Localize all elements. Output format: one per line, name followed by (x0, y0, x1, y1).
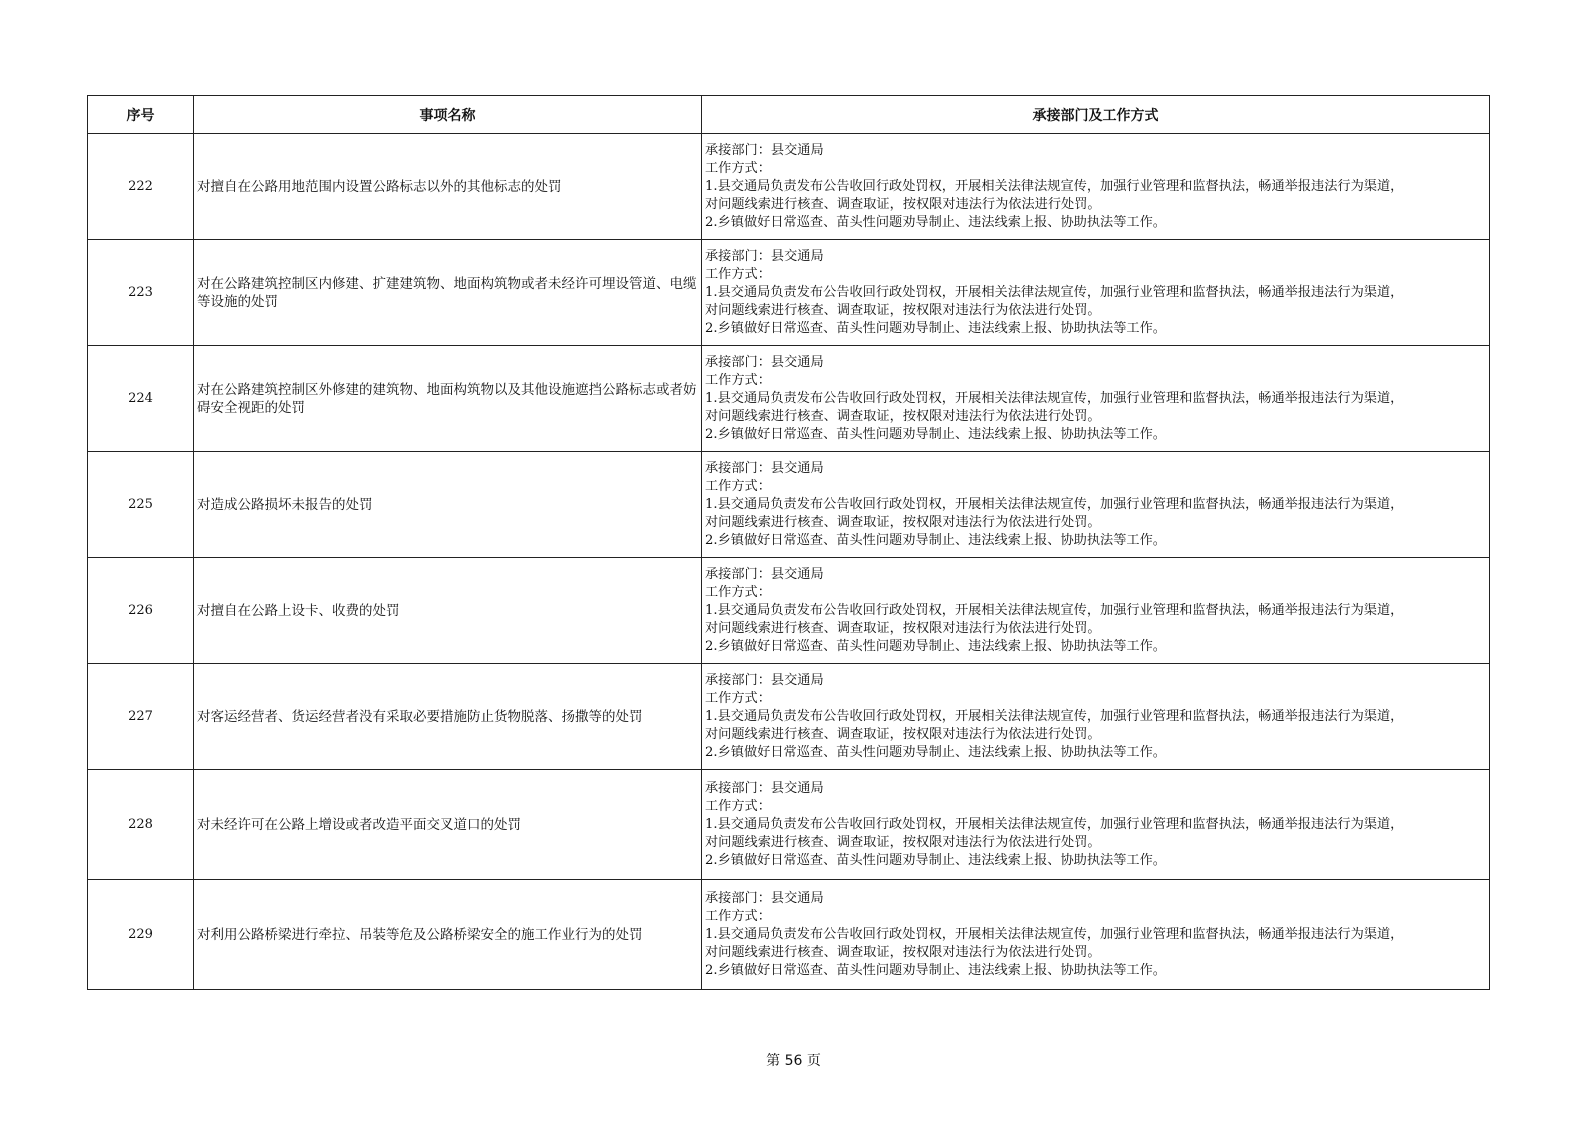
method-line: 2.乡镇做好日常巡查、苗头性问题劝导制止、违法线索上报、协助执法等工作。 (705, 426, 1166, 442)
header-item-name: 事项名称 (194, 96, 702, 134)
table-row (88, 134, 1490, 240)
row-serial-number: 227 (88, 664, 194, 770)
row-item-name: 对未经许可在公路上增设或者改造平面交叉道口的处罚 (194, 770, 702, 880)
method-line: 对问题线索进行核查、调查取证，按权限对违法行为依法进行处罚。 (705, 944, 1101, 960)
row-serial-number: 226 (88, 558, 194, 664)
method-line: 对问题线索进行核查、调查取证，按权限对违法行为依法进行处罚。 (705, 196, 1101, 212)
method-line: 工作方式： (705, 372, 771, 388)
method-line: 1.县交通局负责发布公告收回行政处罚权，开展相关法律法规宣传，加强行业管理和监督执法，畅通举报违法行为渠道， (705, 284, 1404, 300)
table-row (88, 558, 1490, 664)
row-item-name: 对客运经营者、货运经营者没有采取必要措施防止货物脱落、扬撒等的处罚 (194, 664, 702, 770)
method-line: 1.县交通局负责发布公告收回行政处罚权，开展相关法律法规宣传，加强行业管理和监督执法，畅通举报违法行为渠道， (705, 816, 1404, 832)
table-row (88, 346, 1490, 452)
method-line: 1.县交通局负责发布公告收回行政处罚权，开展相关法律法规宣传，加强行业管理和监督执法，畅通举报违法行为渠道， (705, 926, 1404, 942)
method-line: 对问题线索进行核查、调查取证，按权限对违法行为依法进行处罚。 (705, 514, 1101, 530)
method-line: 承接部门：县交通局 (705, 566, 824, 582)
method-line: 2.乡镇做好日常巡查、苗头性问题劝导制止、违法线索上报、协助执法等工作。 (705, 852, 1166, 868)
page-number: 第 56 页 (766, 1053, 821, 1069)
method-line: 工作方式： (705, 798, 771, 814)
method-line: 2.乡镇做好日常巡查、苗头性问题劝导制止、违法线索上报、协助执法等工作。 (705, 638, 1166, 654)
table-row (88, 240, 1490, 346)
row-department-method (702, 558, 1490, 664)
method-line: 1.县交通局负责发布公告收回行政处罚权，开展相关法律法规宣传，加强行业管理和监督执法，畅通举报违法行为渠道， (705, 496, 1404, 512)
method-line: 承接部门：县交通局 (705, 890, 824, 906)
row-item-name: 对利用公路桥梁进行牵拉、吊装等危及公路桥梁安全的施工作业行为的处罚 (194, 880, 702, 990)
row-item-name: 对在公路建筑控制区内修建、扩建建筑物、地面构筑物或者未经许可埋设管道、电缆等设施的处罚 (194, 240, 702, 346)
table-row (88, 452, 1490, 558)
method-line: 承接部门：县交通局 (705, 672, 824, 688)
method-line: 对问题线索进行核查、调查取证，按权限对违法行为依法进行处罚。 (705, 302, 1101, 318)
document-table (87, 95, 1490, 990)
method-line: 对问题线索进行核查、调查取证，按权限对违法行为依法进行处罚。 (705, 408, 1101, 424)
row-department-method (702, 240, 1490, 346)
method-line: 承接部门：县交通局 (705, 354, 824, 370)
row-serial-number: 229 (88, 880, 194, 990)
method-line: 工作方式： (705, 160, 771, 176)
table-row (88, 664, 1490, 770)
table-row (88, 770, 1490, 880)
header-department-method: 承接部门及工作方式 (702, 96, 1490, 134)
row-item-name: 对擅自在公路用地范围内设置公路标志以外的其他标志的处罚 (194, 134, 702, 240)
row-department-method (702, 664, 1490, 770)
header-serial-number: 序号 (88, 96, 194, 134)
row-department-method (702, 346, 1490, 452)
table-row (88, 880, 1490, 990)
method-line: 承接部门：县交通局 (705, 460, 824, 476)
row-serial-number: 224 (88, 346, 194, 452)
method-line: 1.县交通局负责发布公告收回行政处罚权，开展相关法律法规宣传，加强行业管理和监督执法，畅通举报违法行为渠道， (705, 708, 1404, 724)
method-line: 工作方式： (705, 584, 771, 600)
method-line: 1.县交通局负责发布公告收回行政处罚权，开展相关法律法规宣传，加强行业管理和监督执法，畅通举报违法行为渠道， (705, 178, 1404, 194)
row-serial-number: 225 (88, 452, 194, 558)
row-department-method (702, 770, 1490, 880)
method-line: 承接部门：县交通局 (705, 248, 824, 264)
method-line: 对问题线索进行核查、调查取证，按权限对违法行为依法进行处罚。 (705, 834, 1101, 850)
row-item-name: 对擅自在公路上设卡、收费的处罚 (194, 558, 702, 664)
method-line: 2.乡镇做好日常巡查、苗头性问题劝导制止、违法线索上报、协助执法等工作。 (705, 532, 1166, 548)
row-serial-number: 222 (88, 134, 194, 240)
method-line: 1.县交通局负责发布公告收回行政处罚权，开展相关法律法规宣传，加强行业管理和监督执法，畅通举报违法行为渠道， (705, 390, 1404, 406)
method-line: 2.乡镇做好日常巡查、苗头性问题劝导制止、违法线索上报、协助执法等工作。 (705, 962, 1166, 978)
row-department-method (702, 452, 1490, 558)
row-serial-number: 228 (88, 770, 194, 880)
method-line: 2.乡镇做好日常巡查、苗头性问题劝导制止、违法线索上报、协助执法等工作。 (705, 744, 1166, 760)
row-department-method (702, 134, 1490, 240)
row-department-method (702, 880, 1490, 990)
method-line: 对问题线索进行核查、调查取证，按权限对违法行为依法进行处罚。 (705, 620, 1101, 636)
method-line: 承接部门：县交通局 (705, 142, 824, 158)
row-item-name: 对造成公路损坏未报告的处罚 (194, 452, 702, 558)
method-line: 工作方式： (705, 908, 771, 924)
method-line: 承接部门：县交通局 (705, 780, 824, 796)
method-line: 工作方式： (705, 478, 771, 494)
method-line: 1.县交通局负责发布公告收回行政处罚权，开展相关法律法规宣传，加强行业管理和监督执法，畅通举报违法行为渠道， (705, 602, 1404, 618)
table-header-row (88, 96, 1490, 134)
method-line: 工作方式： (705, 266, 771, 282)
method-line: 2.乡镇做好日常巡查、苗头性问题劝导制止、违法线索上报、协助执法等工作。 (705, 214, 1166, 230)
method-line: 2.乡镇做好日常巡查、苗头性问题劝导制止、违法线索上报、协助执法等工作。 (705, 320, 1166, 336)
method-line: 对问题线索进行核查、调查取证，按权限对违法行为依法进行处罚。 (705, 726, 1101, 742)
row-item-name: 对在公路建筑控制区外修建的建筑物、地面构筑物以及其他设施遮挡公路标志或者妨碍安全视距的处罚 (194, 346, 702, 452)
row-serial-number: 223 (88, 240, 194, 346)
method-line: 工作方式： (705, 690, 771, 706)
